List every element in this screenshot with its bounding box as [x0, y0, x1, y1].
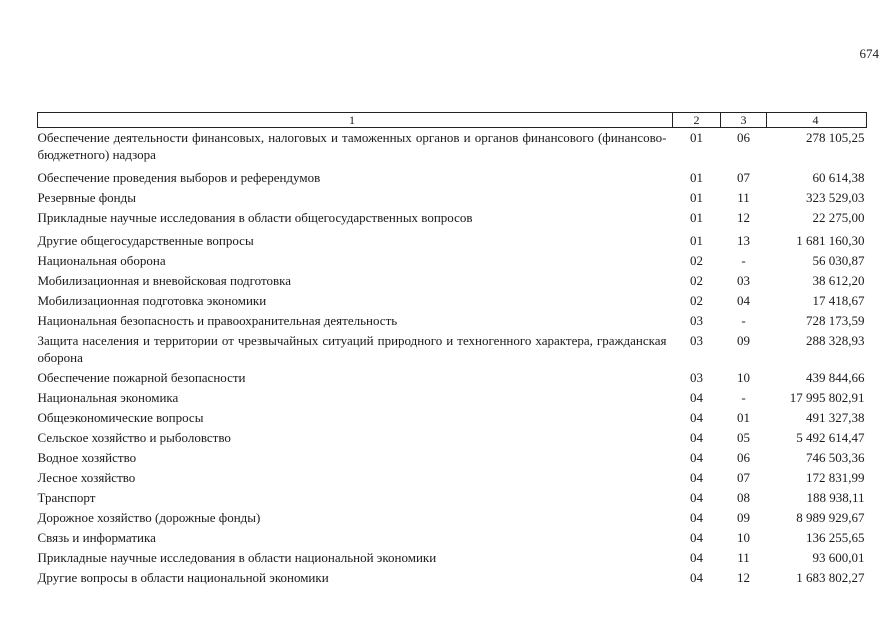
row-section: 04 — [690, 470, 703, 485]
row-section: 01 — [690, 130, 703, 145]
row-section: 04 — [690, 490, 703, 505]
row-section: 01 — [690, 210, 703, 225]
row-section: 04 — [690, 430, 703, 445]
row-amount: 136 255,65 — [806, 530, 865, 545]
column-header-1: 1 — [38, 113, 673, 128]
row-name: Лесное хозяйство — [37, 470, 136, 485]
row-name: Сельское хозяйство и рыболовство — [37, 430, 231, 445]
row-name: Мобилизационная подготовка экономики — [37, 293, 267, 308]
row-subsection: - — [741, 313, 746, 328]
row-section: 04 — [690, 390, 703, 405]
row-section: 04 — [690, 510, 703, 525]
table-row — [38, 508, 867, 528]
table-row — [38, 128, 867, 166]
table-row — [38, 568, 867, 588]
column-header-2: 2 — [673, 113, 721, 128]
table-row — [38, 271, 867, 291]
table-header — [38, 113, 867, 128]
row-amount: 56 030,87 — [812, 253, 865, 268]
row-amount: 746 503,36 — [806, 450, 865, 465]
row-section: 04 — [690, 410, 703, 425]
budget-table — [37, 112, 867, 588]
table-row — [38, 528, 867, 548]
row-amount: 1 681 160,30 — [796, 233, 865, 248]
row-amount: 323 529,03 — [806, 190, 865, 205]
row-subsection: 12 — [737, 570, 750, 585]
row-amount: 439 844,66 — [806, 370, 865, 385]
table-row — [38, 488, 867, 508]
row-name: Защита населения и территории от чрезвычайных ситуаций природного и техногенного характера, гражданская оборона — [37, 333, 667, 365]
table-row — [38, 291, 867, 311]
table-row — [38, 448, 867, 468]
row-section: 02 — [690, 253, 703, 268]
table-row — [38, 311, 867, 331]
table-row — [38, 165, 867, 188]
row-subsection: 09 — [737, 333, 750, 348]
row-name: Обеспечение пожарной безопасности — [37, 370, 246, 385]
row-subsection: 12 — [737, 210, 750, 225]
row-amount: 60 614,38 — [812, 170, 865, 185]
row-section: 01 — [690, 190, 703, 205]
row-section: 02 — [690, 273, 703, 288]
row-amount: 188 938,11 — [806, 490, 865, 505]
row-subsection: 09 — [737, 510, 750, 525]
row-name: Дорожное хозяйство (дорожные фонды) — [37, 510, 261, 525]
table-row — [38, 408, 867, 428]
row-subsection: 08 — [737, 490, 750, 505]
row-section: 03 — [690, 313, 703, 328]
row-section: 02 — [690, 293, 703, 308]
row-section: 03 — [690, 370, 703, 385]
row-amount: 278 105,25 — [806, 130, 865, 145]
row-subsection: 10 — [737, 370, 750, 385]
row-subsection: 05 — [737, 430, 750, 445]
row-subsection: 11 — [737, 190, 750, 205]
row-subsection: 06 — [737, 130, 750, 145]
row-name: Резервные фонды — [37, 190, 136, 205]
row-section: 04 — [690, 450, 703, 465]
row-amount: 5 492 614,47 — [796, 430, 865, 445]
row-name: Мобилизационная и вневойсковая подготовка — [37, 273, 292, 288]
row-name: Общеэкономические вопросы — [37, 410, 204, 425]
row-name: Обеспечение деятельности финансовых, налоговых и таможенных органов и органов финансового (финансово-бюджетного) надзора — [37, 130, 667, 162]
row-name: Другие вопросы в области национальной экономики — [37, 570, 329, 585]
row-section: 01 — [690, 233, 703, 248]
row-amount: 728 173,59 — [806, 313, 865, 328]
row-subsection: 07 — [737, 170, 750, 185]
row-name: Национальная оборона — [37, 253, 166, 268]
row-section: 04 — [690, 570, 703, 585]
row-amount: 172 831,99 — [806, 470, 865, 485]
row-amount: 17 418,67 — [812, 293, 865, 308]
row-subsection: 13 — [737, 233, 750, 248]
row-amount: 491 327,38 — [806, 410, 865, 425]
row-subsection: - — [741, 390, 746, 405]
row-name: Транспорт — [37, 490, 96, 505]
row-name: Прикладные научные исследования в области национальной экономики — [37, 550, 437, 565]
table-row — [38, 228, 867, 251]
row-name: Национальная экономика — [37, 390, 179, 405]
table-row — [38, 548, 867, 568]
table-body — [38, 128, 867, 589]
row-subsection: 11 — [737, 550, 750, 565]
row-name: Другие общегосударственные вопросы — [37, 233, 254, 248]
row-name: Водное хозяйство — [37, 450, 137, 465]
row-amount: 1 683 802,27 — [796, 570, 865, 585]
table-row — [38, 251, 867, 271]
table-row — [38, 368, 867, 388]
row-amount: 38 612,20 — [812, 273, 865, 288]
column-header-4: 4 — [767, 113, 867, 128]
row-subsection: 06 — [737, 450, 750, 465]
row-amount: 93 600,01 — [812, 550, 865, 565]
row-subsection: 07 — [737, 470, 750, 485]
table-row — [38, 468, 867, 488]
row-subsection: 03 — [737, 273, 750, 288]
table-row — [38, 388, 867, 408]
table-row — [38, 428, 867, 448]
row-amount: 8 989 929,67 — [796, 510, 865, 525]
row-name: Национальная безопасность и правоохранительная деятельность — [37, 313, 398, 328]
table-row — [38, 208, 867, 228]
row-amount: 17 995 802,91 — [789, 390, 865, 405]
table-row — [38, 188, 867, 208]
row-name: Обеспечение проведения выборов и референдумов — [37, 170, 321, 185]
row-amount: 22 275,00 — [812, 210, 865, 225]
page-number: 674 — [859, 46, 879, 61]
row-section: 04 — [690, 550, 703, 565]
row-section: 04 — [690, 530, 703, 545]
row-amount: 288 328,93 — [806, 333, 865, 348]
table-row — [38, 331, 867, 368]
row-name: Прикладные научные исследования в области общегосударственных вопросов — [37, 210, 473, 225]
row-subsection: 01 — [737, 410, 750, 425]
row-subsection: 04 — [737, 293, 750, 308]
row-section: 01 — [690, 170, 703, 185]
row-section: 03 — [690, 333, 703, 348]
column-header-3: 3 — [721, 113, 767, 128]
row-subsection: - — [741, 253, 746, 268]
row-subsection: 10 — [737, 530, 750, 545]
row-name: Связь и информатика — [37, 530, 156, 545]
